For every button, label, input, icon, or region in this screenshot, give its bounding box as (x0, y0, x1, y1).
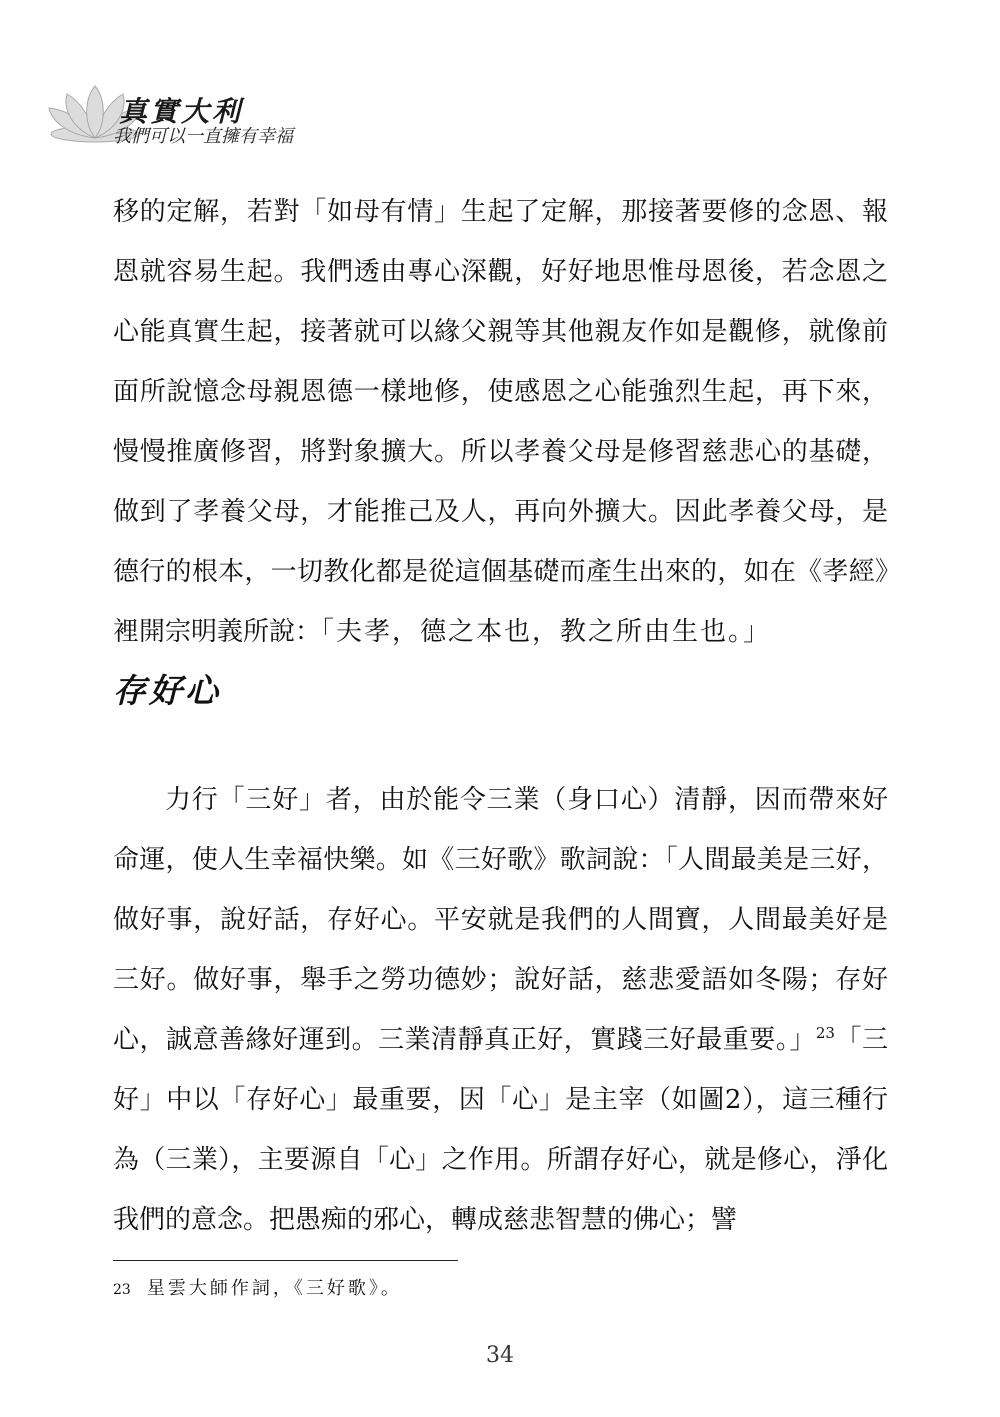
paragraph-2-text-after: 「三好」中以「存好心」最重要，因「心」是主宰（如圖2），這三種行為（三業），主要源自「心」之作用。所謂存好心，就是修心，淨化我們的意念。把愚痴的邪心，轉成慈悲智慧的佛心；譬 (113, 1025, 888, 1235)
paragraph-1-text: 移的定解，若對「如母有情」生起了定解，那接著要修的念恩、報恩就容易生起。我們透由專心深觀，好好地思惟母恩後，若念恩之心能真實生起，接著就可以緣父親等其他親友作如是觀修，就像前面所說憶念母親恩德一樣地修，使感恩之心能強烈生起，再下來，慢慢推廣修習，將對象擴大。所以孝養父母是修習慈悲心的基礎，做到了孝養父母，才能推己及人，再向外擴大。因此孝養父母，是德行的根本，一切教化都是從這個基礎而產生出來的，如在《孝經》裡開宗明義所說： (113, 197, 888, 647)
paragraph-2-text-before: 力行「三好」者，由於能令三業（身口心）清靜，因而帶來好命運，使人生幸福快樂。如《三好歌》歌詞說：「人間最美是三好，做好事，說好話，存好心。平安就是我們的人間寶，人間最美好是三好。做好事，舉手之勞功德妙；說好話，慈悲愛語如冬陽；存好心，誠意善緣好運到。三業清靜真正好，實踐三好最重要。」 (113, 785, 888, 1055)
page-number: 34 (486, 1343, 514, 1368)
footnote (113, 1274, 402, 1300)
book-title: 真實大利 (119, 95, 244, 128)
paragraph-2 (113, 770, 888, 1250)
section-heading: 存好心 (113, 671, 221, 710)
classic-quote: 「夫孝，德之本也，教之所由生也。」 (321, 617, 772, 647)
footnote-number: 23 (113, 1282, 131, 1298)
footnote-text: 星雲大師作詞，《三好歌》。 (146, 1278, 402, 1299)
paragraph-1 (113, 182, 888, 662)
running-header (45, 82, 365, 172)
footnote-divider (113, 1260, 458, 1261)
footnote-reference[interactable]: 23 (815, 1024, 835, 1042)
book-subtitle: 我們可以一直擁有幸福 (113, 126, 293, 147)
